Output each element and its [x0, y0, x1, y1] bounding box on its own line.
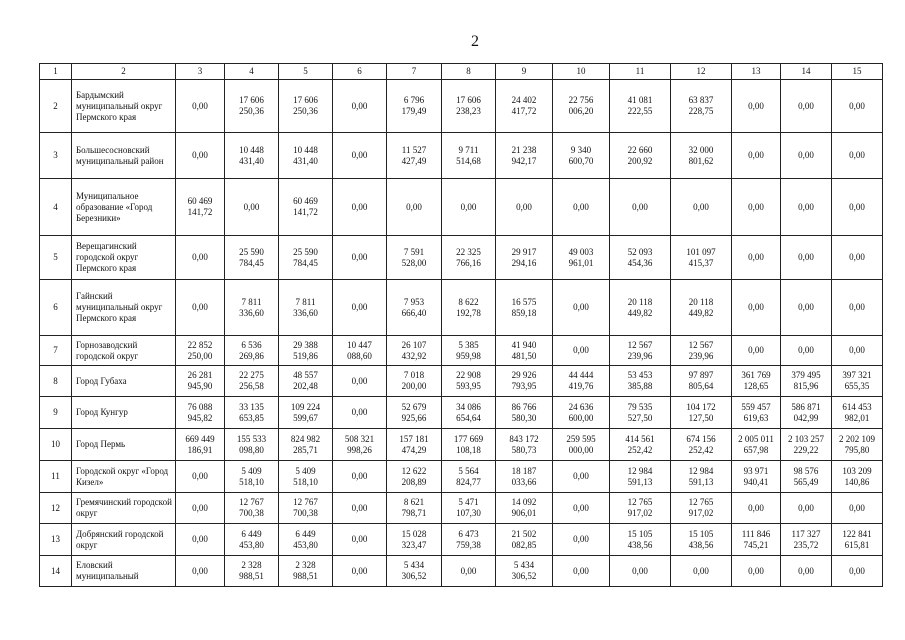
- table-cell: 0,00: [333, 397, 387, 429]
- table-cell: 12 765 917,02: [610, 493, 671, 524]
- municipality-name: Город Кунгур: [72, 397, 176, 429]
- table-cell: 5 434 306,52: [387, 556, 442, 587]
- table-cell: 12 765 917,02: [671, 493, 732, 524]
- column-header: 2: [72, 64, 176, 80]
- table-cell: 0,00: [333, 280, 387, 336]
- table-cell: 22 325 766,16: [442, 236, 496, 280]
- table-cell: 21 238 942,17: [496, 133, 553, 179]
- table-cell: 0,00: [781, 236, 832, 280]
- table-cell: 41 940 481,50: [496, 336, 553, 366]
- municipality-name: Город Губаха: [72, 366, 176, 397]
- row-number: 6: [40, 280, 72, 336]
- table-cell: 12 567 239,96: [671, 336, 732, 366]
- table-row: [40, 493, 883, 524]
- table-cell: 0,00: [832, 133, 883, 179]
- table-cell: 101 097 415,37: [671, 236, 732, 280]
- table-cell: 0,00: [553, 280, 610, 336]
- table-cell: 0,00: [832, 493, 883, 524]
- column-header: 11: [610, 64, 671, 80]
- table-cell: 0,00: [176, 280, 225, 336]
- table-cell: 12 984 591,13: [610, 461, 671, 493]
- table-cell: 12 567 239,96: [610, 336, 671, 366]
- page-number: 2: [471, 33, 479, 50]
- table-cell: 0,00: [333, 524, 387, 556]
- table-cell: 0,00: [732, 80, 781, 133]
- row-number: 10: [40, 429, 72, 461]
- header-row: [40, 64, 883, 80]
- table-cell: 0,00: [610, 556, 671, 587]
- table-cell: 0,00: [442, 556, 496, 587]
- table-cell: 0,00: [781, 280, 832, 336]
- table-cell: 21 502 082,85: [496, 524, 553, 556]
- table-cell: 0,00: [832, 236, 883, 280]
- table-row: [40, 461, 883, 493]
- municipality-name: Городской округ «Город Кизел»: [72, 461, 176, 493]
- table-cell: 0,00: [732, 179, 781, 236]
- table-cell: 122 841 615,81: [832, 524, 883, 556]
- table-cell: 5 409 518,10: [279, 461, 333, 493]
- table-cell: 259 595 000,00: [553, 429, 610, 461]
- table-cell: 25 590 784,45: [279, 236, 333, 280]
- table-cell: 52 093 454,36: [610, 236, 671, 280]
- table-cell: 98 576 565,49: [781, 461, 832, 493]
- table-cell: 586 871 042,99: [781, 397, 832, 429]
- table-cell: 0,00: [781, 556, 832, 587]
- table-cell: 33 135 653,85: [225, 397, 279, 429]
- table-row: [40, 524, 883, 556]
- table-cell: 0,00: [496, 179, 553, 236]
- table-cell: 22 275 256,58: [225, 366, 279, 397]
- table-row: [40, 179, 883, 236]
- table-cell: 12 767 700,38: [279, 493, 333, 524]
- table-cell: 2 202 109 795,80: [832, 429, 883, 461]
- table-cell: 0,00: [781, 493, 832, 524]
- table-cell: 2 103 257 229,22: [781, 429, 832, 461]
- table-cell: 0,00: [176, 493, 225, 524]
- table-cell: 0,00: [553, 461, 610, 493]
- table-cell: 0,00: [732, 556, 781, 587]
- table-cell: 32 000 801,62: [671, 133, 732, 179]
- table-cell: 11 527 427,49: [387, 133, 442, 179]
- table-cell: 6 473 759,38: [442, 524, 496, 556]
- table-cell: 0,00: [225, 179, 279, 236]
- table-cell: 0,00: [176, 236, 225, 280]
- table-cell: 34 086 654,64: [442, 397, 496, 429]
- table-cell: 22 908 593,95: [442, 366, 496, 397]
- municipality-name: Добрянский городской округ: [72, 524, 176, 556]
- table-row: [40, 366, 883, 397]
- table-cell: 17 606 250,36: [279, 80, 333, 133]
- municipality-name: Большесосновский муниципальный район: [72, 133, 176, 179]
- table-cell: 12 984 591,13: [671, 461, 732, 493]
- row-number: 13: [40, 524, 72, 556]
- table-cell: 16 575 859,18: [496, 280, 553, 336]
- table-cell: 9 340 600,70: [553, 133, 610, 179]
- table-cell: 0,00: [333, 179, 387, 236]
- table-cell: 26 281 945,90: [176, 366, 225, 397]
- table-cell: 0,00: [732, 336, 781, 366]
- table-cell: 76 088 945,82: [176, 397, 225, 429]
- table-cell: 0,00: [387, 179, 442, 236]
- table-row: [40, 397, 883, 429]
- municipality-name: Гайнский муниципальный округ Пермского края: [72, 280, 176, 336]
- table-cell: 109 224 599,67: [279, 397, 333, 429]
- table-cell: 0,00: [553, 524, 610, 556]
- table-cell: 15 105 438,56: [610, 524, 671, 556]
- row-number: 5: [40, 236, 72, 280]
- table-cell: 17 606 238,23: [442, 80, 496, 133]
- table-cell: 0,00: [553, 493, 610, 524]
- table-cell: 669 449 186,91: [176, 429, 225, 461]
- table-cell: 9 711 514,68: [442, 133, 496, 179]
- table-cell: 6 536 269,86: [225, 336, 279, 366]
- row-number: 7: [40, 336, 72, 366]
- column-header: 13: [732, 64, 781, 80]
- table-cell: 0,00: [553, 556, 610, 587]
- row-number: 3: [40, 133, 72, 179]
- table-cell: 157 181 474,29: [387, 429, 442, 461]
- municipality-name: Город Пермь: [72, 429, 176, 461]
- table-cell: 24 402 417,72: [496, 80, 553, 133]
- table-cell: 0,00: [176, 524, 225, 556]
- table-cell: 111 846 745,21: [732, 524, 781, 556]
- table-cell: 49 003 961,01: [553, 236, 610, 280]
- table-cell: 7 591 528,00: [387, 236, 442, 280]
- table-cell: 177 669 108,18: [442, 429, 496, 461]
- row-number: 11: [40, 461, 72, 493]
- table-cell: 5 471 107,30: [442, 493, 496, 524]
- table-cell: 25 590 784,45: [225, 236, 279, 280]
- table-cell: 508 321 998,26: [333, 429, 387, 461]
- table-cell: 10 447 088,60: [333, 336, 387, 366]
- municipality-name: Муниципальное образование «Город Березники»: [72, 179, 176, 236]
- table-cell: 0,00: [781, 179, 832, 236]
- table-cell: 0,00: [732, 236, 781, 280]
- table-cell: 0,00: [333, 80, 387, 133]
- table-cell: 18 187 033,66: [496, 461, 553, 493]
- data-table: [39, 63, 883, 587]
- table-cell: 15 105 438,56: [671, 524, 732, 556]
- table-cell: 361 769 128,65: [732, 366, 781, 397]
- table-cell: 0,00: [781, 336, 832, 366]
- table-cell: 414 561 252,42: [610, 429, 671, 461]
- table-cell: 29 926 793,95: [496, 366, 553, 397]
- table-cell: 48 557 202,48: [279, 366, 333, 397]
- table-row: [40, 80, 883, 133]
- table-cell: 614 453 982,01: [832, 397, 883, 429]
- table-cell: 12 622 208,89: [387, 461, 442, 493]
- municipality-name: Верещагинский городской округ Пермского края: [72, 236, 176, 280]
- table-cell: 0,00: [333, 236, 387, 280]
- table-cell: 0,00: [176, 80, 225, 133]
- table-cell: 29 388 519,86: [279, 336, 333, 366]
- table-cell: 0,00: [333, 556, 387, 587]
- table-cell: 0,00: [832, 80, 883, 133]
- table-cell: 0,00: [333, 461, 387, 493]
- table-cell: 0,00: [832, 556, 883, 587]
- table-cell: 824 982 285,71: [279, 429, 333, 461]
- municipality-name: Бардымский муниципальный округ Пермского края: [72, 80, 176, 133]
- table-cell: 6 449 453,80: [279, 524, 333, 556]
- table-cell: 0,00: [781, 133, 832, 179]
- table-cell: 104 172 127,50: [671, 397, 732, 429]
- table-cell: 379 495 815,96: [781, 366, 832, 397]
- table-cell: 79 535 527,50: [610, 397, 671, 429]
- table-cell: 0,00: [832, 280, 883, 336]
- table-cell: 7 811 336,60: [225, 280, 279, 336]
- table-cell: 0,00: [176, 461, 225, 493]
- table-cell: 5 385 959,98: [442, 336, 496, 366]
- column-header: 15: [832, 64, 883, 80]
- row-number: 12: [40, 493, 72, 524]
- table-cell: 0,00: [553, 179, 610, 236]
- table-row: [40, 429, 883, 461]
- table-cell: 86 766 580,30: [496, 397, 553, 429]
- table-row: [40, 280, 883, 336]
- table-cell: 0,00: [732, 280, 781, 336]
- column-header: 10: [553, 64, 610, 80]
- row-number: 14: [40, 556, 72, 587]
- column-header: 1: [40, 64, 72, 80]
- table-cell: 5 434 306,52: [496, 556, 553, 587]
- table-cell: 22 660 200,92: [610, 133, 671, 179]
- row-number: 9: [40, 397, 72, 429]
- table-row: [40, 133, 883, 179]
- table-cell: 24 636 600,00: [553, 397, 610, 429]
- table-cell: 22 852 250,00: [176, 336, 225, 366]
- table-cell: 41 081 222,55: [610, 80, 671, 133]
- municipality-name: Гремячинский городской округ: [72, 493, 176, 524]
- table-cell: 17 606 250,36: [225, 80, 279, 133]
- table-cell: 20 118 449,82: [671, 280, 732, 336]
- table-cell: 0,00: [781, 80, 832, 133]
- row-number: 4: [40, 179, 72, 236]
- row-number: 8: [40, 366, 72, 397]
- table-row: [40, 236, 883, 280]
- row-number: 2: [40, 80, 72, 133]
- table-cell: 63 837 228,75: [671, 80, 732, 133]
- table-cell: 26 107 432,92: [387, 336, 442, 366]
- table-cell: 7 018 200,00: [387, 366, 442, 397]
- table-cell: 15 028 323,47: [387, 524, 442, 556]
- table-cell: 0,00: [610, 179, 671, 236]
- table-cell: 0,00: [671, 179, 732, 236]
- table-cell: 0,00: [333, 366, 387, 397]
- table-cell: 44 444 419,76: [553, 366, 610, 397]
- table-row: [40, 336, 883, 366]
- table-cell: 93 971 940,41: [732, 461, 781, 493]
- table-cell: 2 328 988,51: [279, 556, 333, 587]
- table-cell: 7 811 336,60: [279, 280, 333, 336]
- table-cell: 397 321 655,35: [832, 366, 883, 397]
- table-cell: 10 448 431,40: [225, 133, 279, 179]
- table-cell: 2 005 011 657,98: [732, 429, 781, 461]
- municipality-name: Еловский муниципальный: [72, 556, 176, 587]
- table-cell: 52 679 925,66: [387, 397, 442, 429]
- table-cell: 0,00: [832, 336, 883, 366]
- table-cell: 0,00: [333, 133, 387, 179]
- table-cell: 0,00: [333, 493, 387, 524]
- table-cell: 843 172 580,73: [496, 429, 553, 461]
- table-cell: 29 917 294,16: [496, 236, 553, 280]
- table-cell: 0,00: [671, 556, 732, 587]
- table-cell: 8 621 798,71: [387, 493, 442, 524]
- table-cell: 674 156 252,42: [671, 429, 732, 461]
- table-cell: 0,00: [732, 133, 781, 179]
- column-header: 9: [496, 64, 553, 80]
- table-cell: 20 118 449,82: [610, 280, 671, 336]
- table-cell: 0,00: [732, 493, 781, 524]
- column-header: 6: [333, 64, 387, 80]
- column-header: 14: [781, 64, 832, 80]
- municipality-name: Горнозаводский городской округ: [72, 336, 176, 366]
- column-header: 12: [671, 64, 732, 80]
- table-cell: 155 533 098,80: [225, 429, 279, 461]
- table-cell: 559 457 619,63: [732, 397, 781, 429]
- table-cell: 14 092 906,01: [496, 493, 553, 524]
- table-cell: 103 209 140,86: [832, 461, 883, 493]
- table-cell: 10 448 431,40: [279, 133, 333, 179]
- table-cell: 60 469 141,72: [176, 179, 225, 236]
- table-cell: 6 796 179,49: [387, 80, 442, 133]
- table-cell: 12 767 700,38: [225, 493, 279, 524]
- table-cell: 0,00: [832, 179, 883, 236]
- table-cell: 22 756 006,20: [553, 80, 610, 133]
- table-cell: 5 564 824,77: [442, 461, 496, 493]
- table-cell: 60 469 141,72: [279, 179, 333, 236]
- table-row: [40, 556, 883, 587]
- table-cell: 117 327 235,72: [781, 524, 832, 556]
- column-header: 8: [442, 64, 496, 80]
- table-cell: 5 409 518,10: [225, 461, 279, 493]
- table-cell: 2 328 988,51: [225, 556, 279, 587]
- table-cell: 6 449 453,80: [225, 524, 279, 556]
- column-header: 4: [225, 64, 279, 80]
- table-cell: 0,00: [176, 556, 225, 587]
- table-cell: 8 622 192,78: [442, 280, 496, 336]
- column-header: 3: [176, 64, 225, 80]
- table-cell: 53 453 385,88: [610, 366, 671, 397]
- table-cell: 7 953 666,40: [387, 280, 442, 336]
- table-cell: 0,00: [176, 133, 225, 179]
- table-cell: 97 897 805,64: [671, 366, 732, 397]
- column-header: 5: [279, 64, 333, 80]
- table-cell: 0,00: [442, 179, 496, 236]
- column-header: 7: [387, 64, 442, 80]
- table-cell: 0,00: [553, 336, 610, 366]
